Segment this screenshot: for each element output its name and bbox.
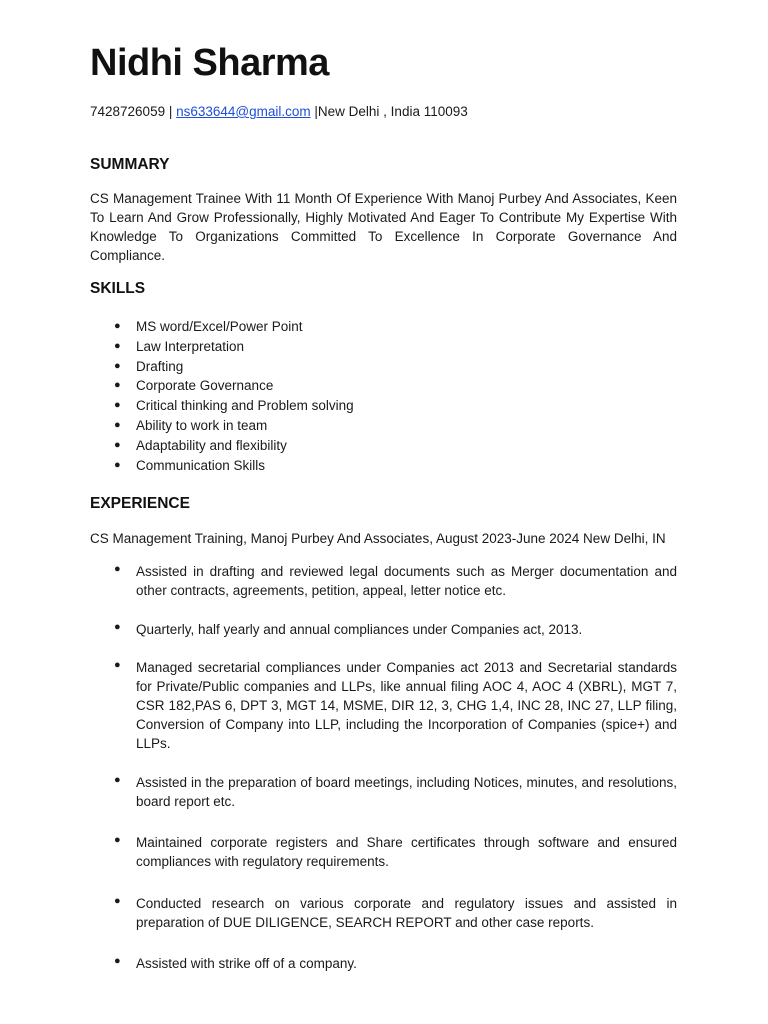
contact-separator: | [310,104,318,119]
bullet-icon: ● [114,438,121,451]
experience-item [90,894,677,932]
phone-number: 7428726059 [90,104,166,119]
experience-item [90,658,677,753]
bullet-icon: ● [114,458,121,471]
skill-item [90,456,677,476]
bullet-icon: ● [114,659,121,671]
bullet-icon: ● [114,359,121,372]
skill-item [90,396,677,416]
skill-label: Ability to work in team [136,417,268,433]
bullet-icon: ● [114,320,121,332]
summary-heading: SUMMARY [90,156,170,173]
contact-line [90,104,468,119]
experience-item [90,562,677,600]
bullet-icon: ● [114,418,121,431]
location: New Delhi , India 110093 [317,104,468,119]
skill-label: Corporate Governance [136,378,274,394]
bullet-icon: ● [114,563,121,575]
skill-label: Critical thinking and Problem solving [136,398,354,414]
experience-item-text: Assisted with strike off of a company. [136,956,357,971]
experience-item [90,620,677,639]
skill-item [90,416,677,436]
skill-item [90,337,677,357]
experience-item [90,833,677,871]
experience-heading: EXPERIENCE [90,495,190,512]
skill-item [90,357,677,377]
experience-item [90,773,677,811]
experience-item-text: Quarterly, half yearly and annual compliances under Companies act, 2013. [136,622,583,637]
summary-text: CS Management Trainee With 11 Month Of Experience With Manoj Purbey And Associates, Keen To Learn And Grow Professionally, Highly Motivated And Eager To Contribute My Expertise With Knowledge To Organizations Committed To Excellence In Corporate Governance And Compliance. [90,191,677,263]
contact-separator: | [165,104,177,119]
bullet-icon: ● [114,895,121,907]
skill-label: Law Interpretation [136,338,245,354]
skill-label: Adaptability and flexibility [136,437,287,453]
skill-item [90,376,677,396]
bullet-icon: ● [114,774,121,786]
bullet-icon: ● [114,621,121,633]
skill-label: Drafting [136,358,184,374]
experience-item-text: Assisted in drafting and reviewed legal documents such as Merger documentation and other contracts, agreements, petition, appeal, letter notice etc. [136,564,677,598]
skills-list [90,317,677,475]
bullet-icon: ● [114,339,121,352]
email-link[interactable]: ns633644@gmail.com [176,104,311,119]
experience-item-text: Maintained corporate registers and Share certificates through software and ensured compliances with regulatory requirements. [136,835,677,869]
skill-label: Communication Skills [136,457,266,473]
bullet-icon: ● [114,955,121,967]
skill-item [90,436,677,456]
skills-heading: SKILLS [90,280,146,297]
experience-item-text: Managed secretarial compliances under Companies act 2013 and Secretarial standards for Private/Public companies and LLPs, like annual filing AOC 4, AOC 4 (XBRL), MGT 7, CSR 182,PAS 6, DPT 3, MGT 14, MSME, DIR 12, 3, CHG 1,4, INC 28, INC 27, LLP filing, Conversion of Company into LLP, including the Incorporation of Companies (spice+) and LLPs. [136,660,677,751]
bullet-icon: ● [114,379,121,392]
bullet-icon: ● [114,834,121,846]
experience-item [90,954,677,973]
experience-item-text: Assisted in the preparation of board meetings, including Notices, minutes, and resolutions, board report etc. [136,775,677,809]
candidate-name: Nidhi Sharma [90,42,329,84]
bullet-icon: ● [114,399,121,412]
skill-item [90,317,677,337]
experience-role-line: CS Management Training, Manoj Purbey And Associates, August 2023-June 2024 New Delhi, IN [90,531,666,546]
experience-item-text: Conducted research on various corporate and regulatory issues and assisted in preparation of DUE DILIGENCE, SEARCH REPORT and other case reports. [136,896,677,930]
skill-label: MS word/Excel/Power Point [136,319,303,334]
